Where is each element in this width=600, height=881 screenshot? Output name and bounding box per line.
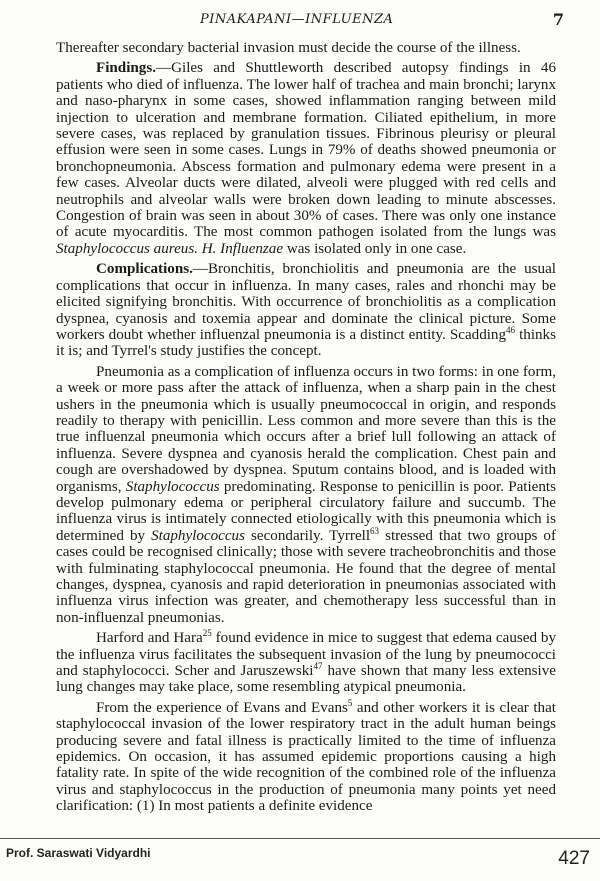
run-in-heading-findings: Findings. xyxy=(96,60,156,77)
organism-names: Staphylococcus aureus. H. Influenzae xyxy=(56,240,284,257)
paragraph-pneumonia: Pneumonia as a complication of influenza occurs in two forms: in one form, a week or more pass after the attack of influenza, when a sharp pain in the chest ushers in the pneumonia which is usually pneumococcal in origin, and responds readily to therapy with penicillin. Less common and more severe than this is the true influenzal pneumonia which occurs after a brief lull following an attack of influenza. Severe dyspnea and cyanosis herald the complication. Chest pain and cough are overshadowed by dyspnea. Sputum contains blood, and is loaded with organisms, Staphylococcus predominating. Response to penicillin is poor. Patients develop pulmonary edema or peripheral circulatory failure and succumb. The influenza virus is intimately connected etiologically with this pneumonia which is determined by Staphylococcus secondarily. Tyrrell$^{63}$ stressed that two groups of cases could be recognised clinically; those with severe tracheobronchitis and those with fulminating staphylococcal pneumonia. He found that the degree of mental changes, dyspnea, cyanosis and rapid deterioration in pneumonias associated with influenza virus infection was greater, and chemotherapy less successful than in non-influenzal pneumonias. xyxy=(56,363,556,626)
running-head: PINAKAPANI—INFLUENZA xyxy=(200,12,394,27)
footer-divider xyxy=(0,838,600,839)
citation-ref: 46 xyxy=(506,324,516,335)
paragraph-continuation: Thereafter secondary bacterial invasion must decide the course of the illness. xyxy=(56,40,521,56)
run-in-heading-complications: Complications. xyxy=(96,261,193,278)
paragraph-complications: Complications.—Bronchitis, bronchiolitis and pneumonia are the usual complications that occur in influenza. In many cases, rales and rhonchi may be elicited signifying bronchitis. With occurrence of bronchiolitis as a complication dyspnea, cyanosis and toxemia appear and dominate the clinical picture. Some workers doubt whether influenzal pneumonia is a distinct entity. Scadding$^{46}$ thinks it is; and Tyrrel's study justifies the concept. xyxy=(56,261,556,360)
page-number: 427 xyxy=(558,848,590,869)
paragraph-harford: Harford and Hara$^{25}$ found evidence in mice to suggest that edema caused by the influenza virus facilitates the subsequent invasion of the lung by pneumococci and staphylococci. Scher and Jaruszewski$^{47}$ have shown that many less extensive lung changes may take place, some resembling atypical pneumonia. xyxy=(56,628,557,696)
paragraph-findings: Findings.—Giles and Shuttleworth described autopsy findings in 46 patients who died of influenza. The lower half of trachea and main bronchi; larynx and naso-pharynx in some cases, showed inflammation ranging between mild injection to ulceration and membrane formation. Ciliated epithelium, in more severe cases, was replaced by granulation tissues. Fibrinous pleurisy or pleural effusion were seen in some cases. Lungs in 79% of deaths showed pneumonia or bronchopneumonia. Abscess formation and pulmonary edema were present in a few cases. Alveolar ducts were dilated, alveoli were plugged with red cells and neutrophils and alveolar walls were broken down leading to minute abscesses. Congestion of brain was seen in about 30% of cases. There was only one instance of acute myocarditis. The most common pathogen isolated from the lungs was Staphylococcus aureus. H. Influenzae was isolated only in one case. xyxy=(56,60,556,257)
citation-ref: 5 xyxy=(347,697,353,708)
folio: 7 xyxy=(552,10,564,29)
paragraph-evans: From the experience of Evans and Evans$^5$ and other workers it is clear that staphylococcal invasion of the lower respiratory tract in the adult human beings producing severe and fatal illness is practically limited to the time of influenza epidemics. On occasion, it has assumed epidemic proportions causing a high fatality rate. In spite of the wide recognition of the combined role of the influenza virus and staphylococcus in the production of pneumonia many points yet need clarification: (1) In most patients a definite evidence xyxy=(56,697,556,815)
citation-ref: 47 xyxy=(313,661,323,671)
footer-author: Prof. Saraswati Vidyardhi xyxy=(6,846,151,860)
organism-name: Staphylococcus xyxy=(125,478,220,495)
page-footer xyxy=(0,838,600,878)
citation-ref: 63 xyxy=(370,525,380,536)
citation-ref: 25 xyxy=(202,628,212,639)
organism-name: Staphylococcus xyxy=(151,527,245,544)
page-header xyxy=(0,12,600,32)
body-text xyxy=(56,40,556,819)
